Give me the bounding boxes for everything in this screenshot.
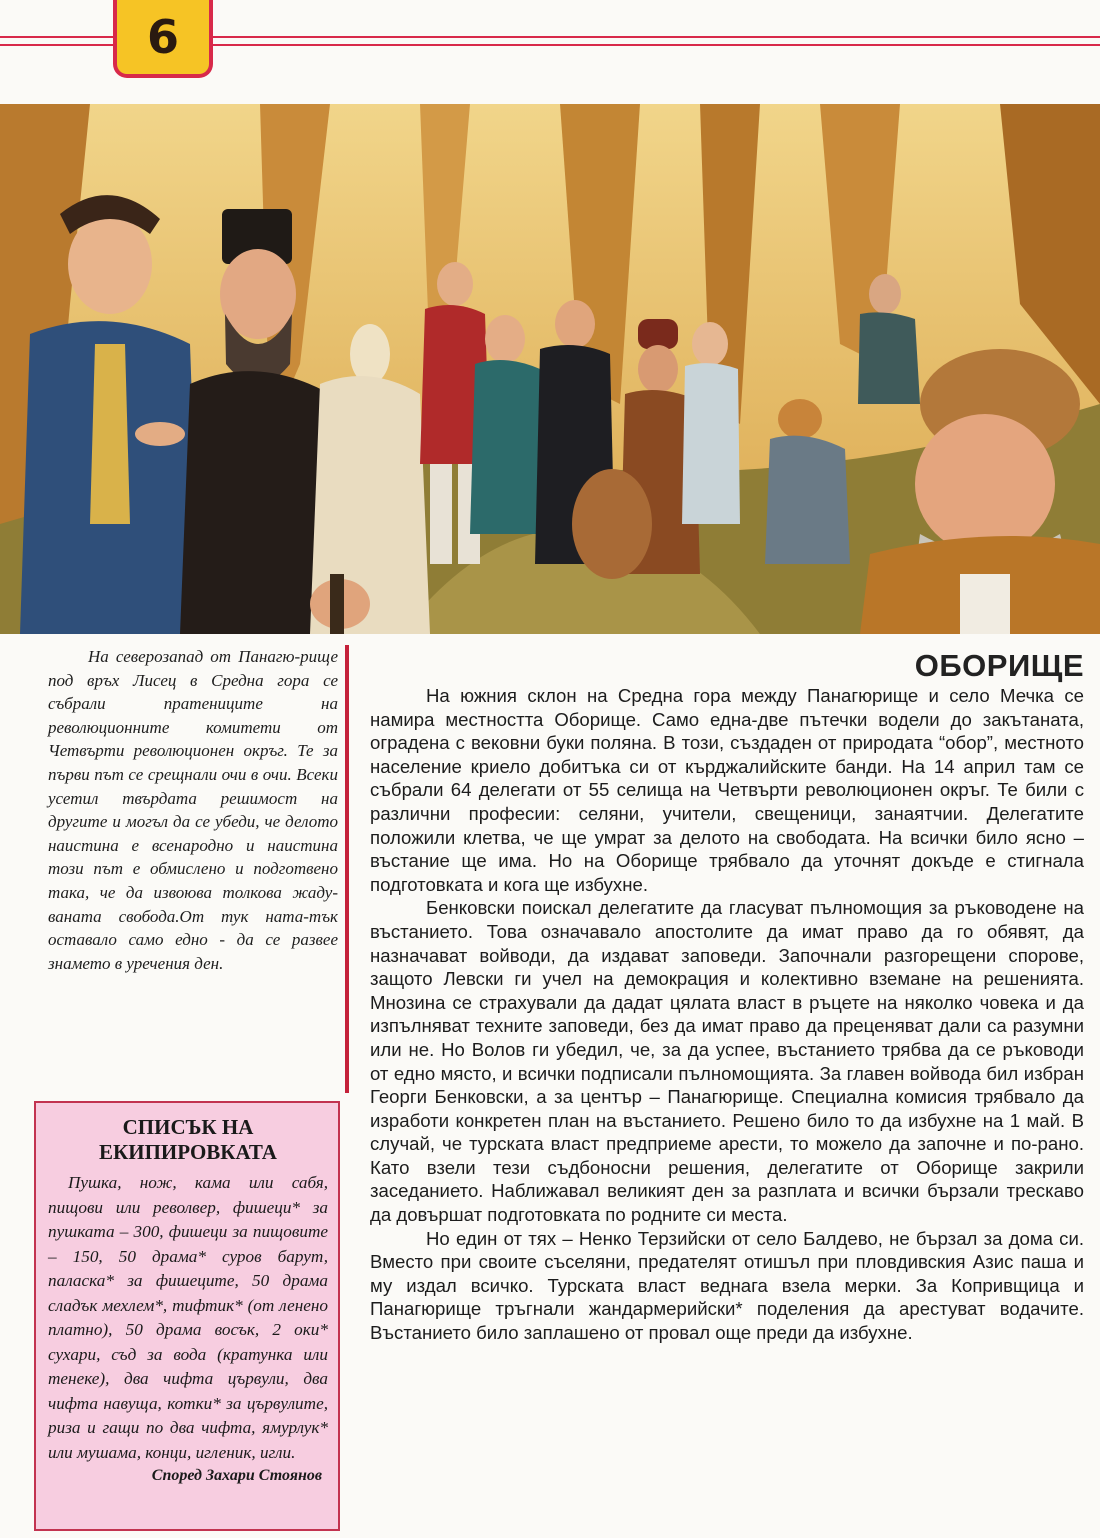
equipment-text: Пушка, нож, кама или сабя, пищови или револвер, фишеци* за пушката – 300, фишеци за пищовите – 150, 50 драма* суров барут, паласка* за фишеците, 50 драма сладък мехлем*, тифтик* (от ленено платно), 50 драма восък, 2 оки* сухари, съд за вода (кратунка или тенеке), два чифта цървули, два чифта навуща, котки* за цървулите, риза и гащи по два чифта, ямурлук* или мушама, конци, игленик, игли. <box>48 1173 328 1462</box>
article-paragraph: Бенковски поискал делегатите да гласуват пълномощия за ръководене на въстанието. Това означавало апостолите да имат право да го обявят, да назначават войводи, да издават заповеди. Започнали разгорещени спорове, защото Левски ги учел на демокрация и колективно вземане на решенията. Мнозина се страхували да дадат цялата власт в ръцете на няколко човека и да изпълняват техните заповеди, без да имат право да преценяват дали са разумни или не. Но Волов ги убедил, че, за да успее, въстанието трябва да се ръководи от едно място, и всички подписали пълномощията. За главен войвода бил избран Георги Бенковски, а за център – Панагюрище. Специална комисия трябвало да изработи конкретен план на въстанието. Решено било то да избухне на 1 май. В случай, че турската власт предприеме арести, то можело да започне и по-рано. Като взели тези съдбоносни решения, делегатите от Оборище закрили заседанието. Наближавал великият ден за разплата и всички бързали трескаво да довършат подготовката по родните си места. <box>370 897 1084 1226</box>
article-body <box>370 684 1084 1345</box>
caption-text: На северозапад от Панагю-рище под връх Лисец в Средна гора се събрали пратениците на революционните комитети от Четвърти революционен окръг. Те за първи път се срещнали очи в очи. Всеки усетил твърдата решимост на другите и могъл да се убеди, че делото наистина е всенародно и наистина този път е обмислено и подготвено така, че да извоюва толкова жаду-ваната свобода.От тук ната-тък оставало само едно - да се развее знамето в уречения ден. <box>48 647 338 973</box>
article-paragraph: Но един от тях – Ненко Терзийски от село Балдево, не бързал за дома си. Вместо при своите съселяни, предателят отишъл при пловдивския Азис паша и му издал всичко. Турската власт веднага взела мерки. За Копривщица и Панагюрище тръгнали жандармерийски* поделения да арестуват водачите. Въстанието било заплашено от провал още преди да избухне. <box>370 1227 1084 1344</box>
illustration-caption <box>48 645 338 975</box>
equipment-sidebar <box>34 1101 340 1531</box>
equipment-source: Според Захари Стоянов <box>151 1467 322 1484</box>
page-number: 6 <box>146 10 179 64</box>
page-number-badge <box>113 0 213 78</box>
equipment-title: СПИСЪК НА ЕКИПИРОВКАТА <box>99 1115 277 1164</box>
forest-gathering-illustration <box>0 104 1100 634</box>
caption-divider <box>345 645 349 1093</box>
article-paragraph: На южния склон на Средна гора между Панагюрище и село Мечка се намира местността Оборище. Само една-две пътечки водели до закътаната, оградена с вековни буки поляна. В този, създаден от природата “обор”, местното население криело добитъка си от кърджалийските банди. На 14 април там се събрали 64 делегати от 55 селища на Четвърти революционен окръг. Те били с различни професии: селяни, учители, свещеници, занаятчии. Делегатите положили клетва, че ще умрат за делото на свободата. На всички било ясно – въстание ще има. Но на Оборище трябвало да уточнят докъде е стигнала подготовката и кога ще избухне. <box>370 685 1084 895</box>
article-title: ОБОРИЩЕ <box>914 648 1084 683</box>
